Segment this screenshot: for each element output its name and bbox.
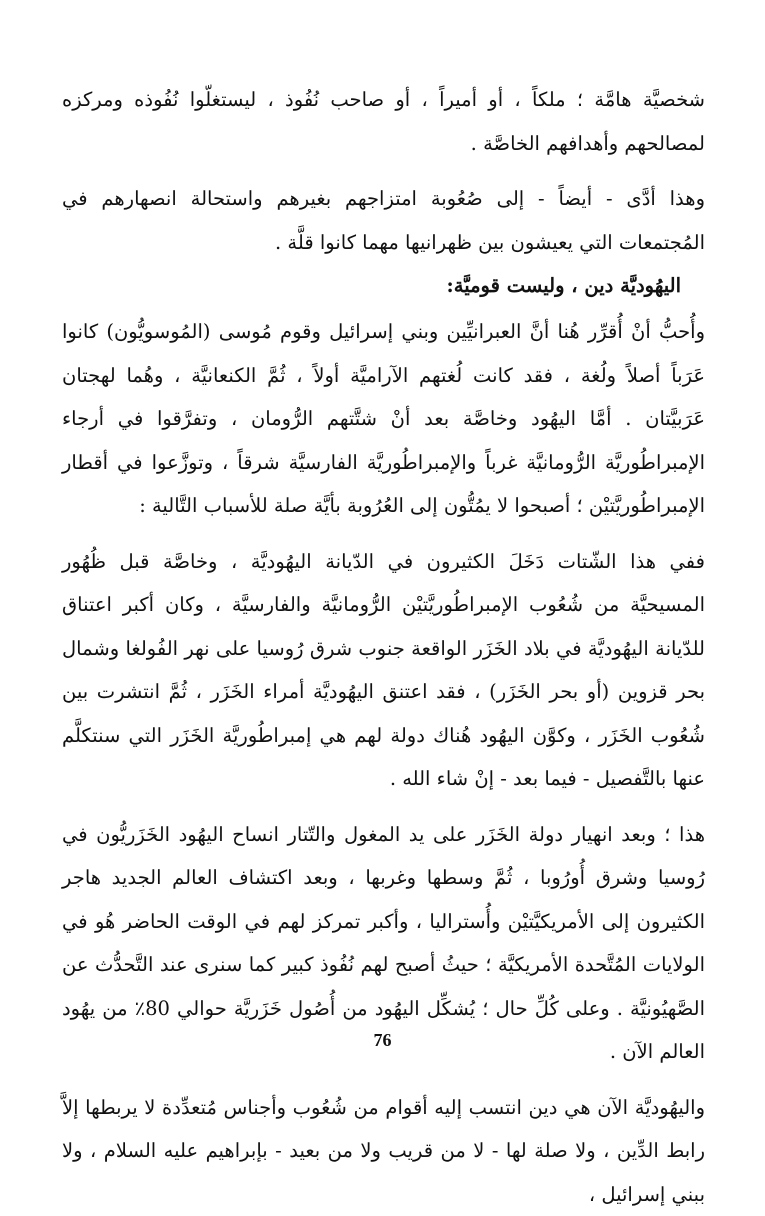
paragraph-3: وأُحبُّ أنْ أُقرِّر هُنا أنَّ العبرانيِّين وبني إسرائيل وقوم مُوسى (المُوسويُّون) كانوا عَرَباً أصلاً ولُغة ، فقد كانت لُغتهم الآراميَّة أولاً ، ثُمَّ الكنعانيَّة ، وهُما لهجتان عَرَبيَّتان . أمَّا اليهُود وخاصَّة بعد أنْ شتَّتهم الرُّومان ، وتفرَّقوا في أرجاء الإمبراطُوريَّة الرُّومانيَّة غرباً والإمبراطُوريَّة الفارسيَّة شرقاً ، وتوزَّعوا في أقطار الإمبراطُوريَّتيْن ؛ أصبحوا لا يمُتُّون إلى العُرُوبة بأيَّة صلة للأسباب التَّالية : <box>62 310 705 528</box>
paragraph-5: هذا ؛ وبعد انهيار دولة الخَزَر على يد المغول والتّتار انساح اليهُود الخَزَريُّون في رُوسيا وشرق أُورُوبا ، ثُمَّ وسطها وغربها ، وبعد اكتشاف العالم الجديد هاجر الكثيرون إلى الأمريكيَّتيْن وأُستراليا ، وأكبر تمركز لهم في الوقت الحاضر هُو في الولايات المُتَّحدة الأمريكيَّة ؛ حيثُ أصبح لهم نُفُوذ كبير كما سنرى عند التَّحدُّث عن الصَّهيُونيَّة . وعلى كُلِّ حال ؛ يُشكِّل اليهُود من أُصُول خَزَريَّة حوالي 80٪ من يهُود العالم الآن . <box>62 813 705 1074</box>
page-number: 76 <box>0 1030 765 1051</box>
section-heading: اليهُوديَّة دين ، وليست قوميَّة: <box>62 266 681 306</box>
paragraph-6: واليهُوديَّة الآن هي دين انتسب إليه أقوام من شُعُوب وأجناس مُتعدِّدة لا يربطها إلاَّ رابط الدِّين ، ولا صلة لها - لا من قريب ولا من بعيد - بإبراهيم عليه السلام ، ولا ببني إسرائيل ، <box>62 1086 705 1216</box>
paragraph-1: شخصيَّة هامَّة ؛ ملكاً ، أو أميراً ، أو صاحب نُفُوذ ، ليستغلّوا نُفُوذه ومركزه لمصالحهم وأهدافهم الخاصَّة . <box>62 78 705 165</box>
paragraph-2: وهذا أدَّى - أيضاً - إلى صُعُوبة امتزاجهم بغيرهم واستحالة انصهارهم في المُجتمعات التي يعيشون بين ظهرانيها مهما كانوا قلَّة . <box>62 177 705 264</box>
paragraph-4: ففي هذا الشّتات دَخَلَ الكثيرون في الدّيانة اليهُوديَّة ، وخاصَّة قبل ظُهُور المسيحيَّة من شُعُوب الإمبراطُوريَّتيْن الرُّومانيَّة والفارسيَّة ، وكان أكبر اعتناق للدّيانة اليهُوديَّة في بلاد الخَزَر الواقعة جنوب شرق رُوسيا على نهر الفُولغا وشمال بحر قزوين (أو بحر الخَزَر) ، فقد اعتنق اليهُوديَّة أمراء الخَزَر ، ثُمَّ انتشرت بين شُعُوب الخَزَر ، وكوَّن اليهُود هُناك دولة لهم هي إمبراطُوريَّة الخَزَر التي سنتكلَّم عنها بالتَّفصيل - فيما بعد - إنْ شاء الله . <box>62 540 705 801</box>
